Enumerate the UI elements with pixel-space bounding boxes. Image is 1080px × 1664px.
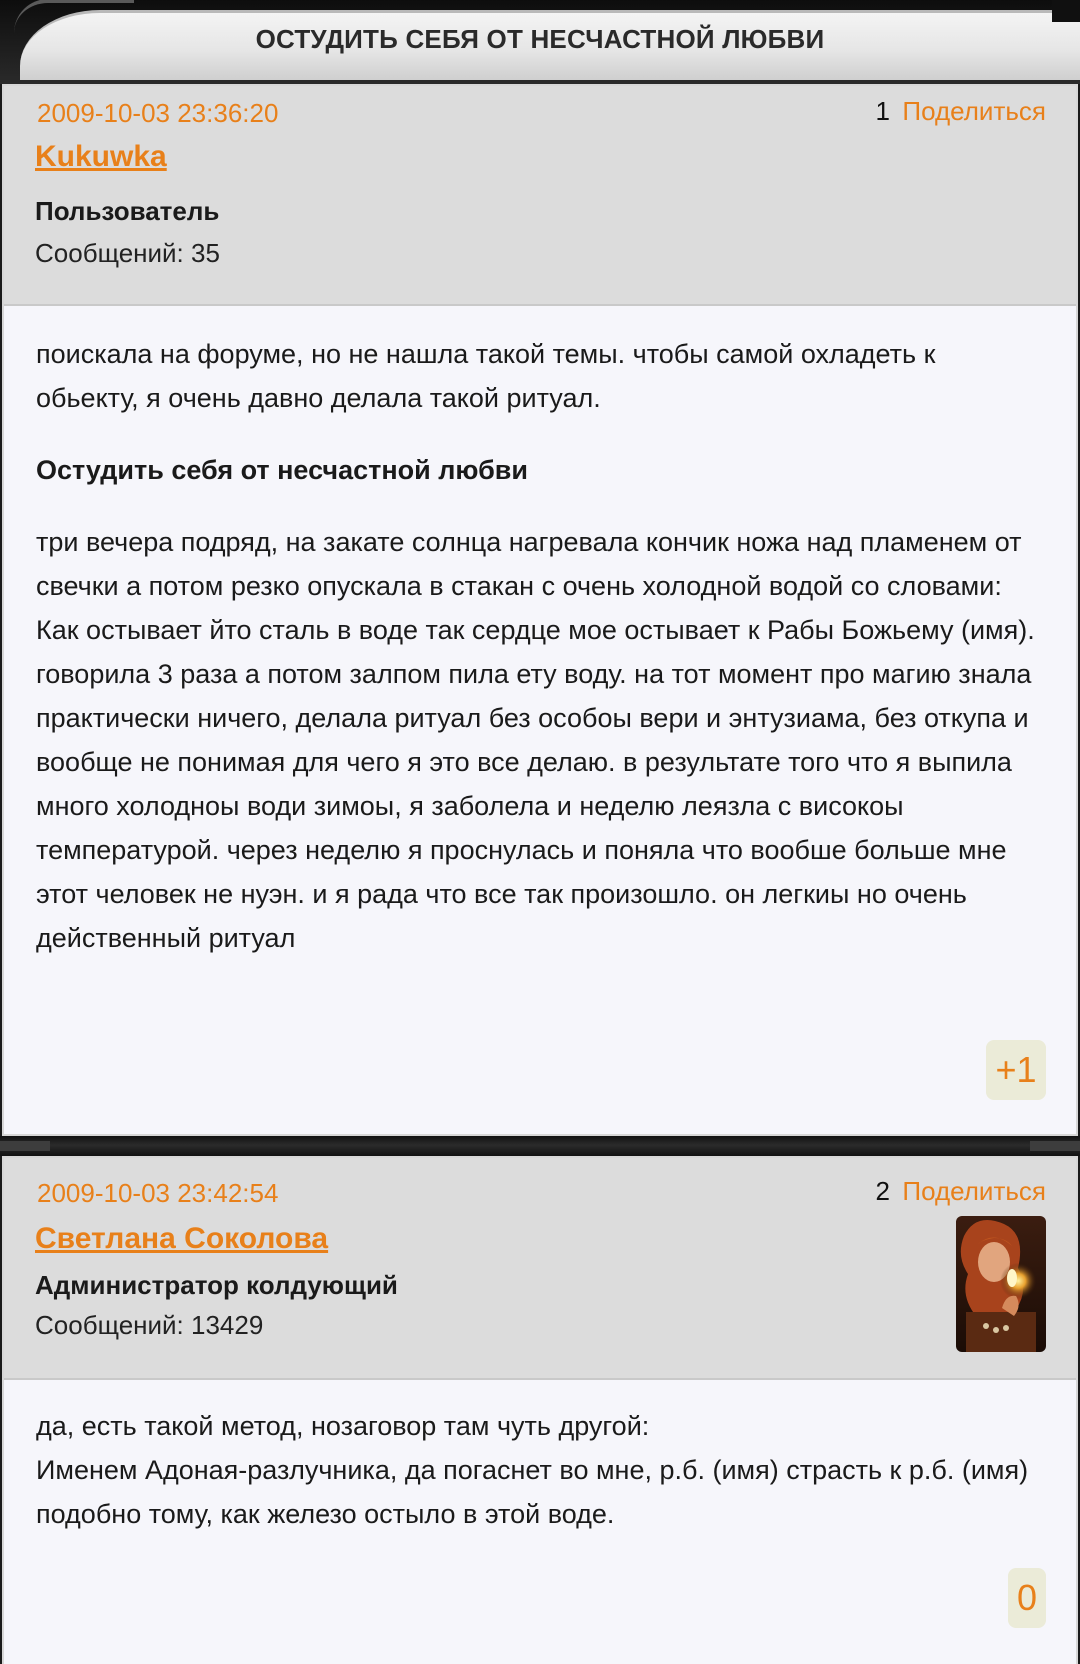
avatar-image — [956, 1216, 1046, 1352]
post-body — [4, 1380, 1076, 1536]
author-role: Пользователь — [35, 196, 220, 226]
author-name[interactable]: Kukuwka — [35, 140, 167, 173]
author-name[interactable]: Светлана Соколова — [35, 1222, 329, 1255]
post-2 — [2, 1156, 1078, 1664]
post-text: да, есть такой метод, нозаговор там чуть другой: — [36, 1411, 650, 1441]
topic-title: ОСТУДИТЬ СЕБЯ ОТ НЕСЧАСТНОЙ ЛЮБВИ — [255, 24, 825, 54]
avatar[interactable] — [956, 1216, 1046, 1352]
author-post-count: Сообщений: 13429 — [35, 1310, 264, 1340]
post-header — [4, 86, 1076, 306]
post-text: Именем Адоная-разлучника, да погаснет во мне, р.б. (имя) страсть к р.б. (имя) подобно тому, как железо остыло в этой воде. — [36, 1455, 1029, 1529]
share-link[interactable]: Поделиться — [902, 96, 1046, 126]
post-body — [4, 306, 1076, 960]
share-link[interactable]: Поделиться — [902, 1176, 1046, 1206]
author-role: Администратор колдующий — [35, 1270, 398, 1300]
post-date: 2009-10-03 23:36:20 — [37, 98, 279, 128]
post-heading: Остудить себя от несчастной любви — [36, 455, 528, 485]
divider-nub — [1030, 1141, 1080, 1151]
post-number: 2 — [875, 1176, 890, 1206]
vote-button[interactable]: +1 — [986, 1040, 1046, 1100]
post-text: три вечера подряд, на закате солнца нагревала кончик ножа над пламенем от свечки а потом резко опускала в стакан с очень холодной водой со словами: Как остывает йто сталь в воде так сердце мое остывает к Рабы Божьему (имя). говорила 3 раза а потом залпом пила ету воду. на тот момент про магию знала практически ничего, делала ритуал без особоы вери и энтузиама, без откупа и вообще не понимая для чего я это все делаю. в результате того что я выпила много холодноы води зимоы, я заболела и неделю леязла с високоы температурой. через неделю я проснулась и поняла что вообше больше мне этот человек не нуэн. и я рада что все так произошло. он легкиы но очень действенный ритуал — [36, 527, 1035, 953]
topic-header — [0, 0, 1080, 84]
post-1 — [2, 84, 1078, 1136]
vote-button[interactable]: 0 — [1008, 1568, 1046, 1628]
post-header — [4, 1158, 1076, 1380]
post-divider — [0, 1136, 1080, 1156]
divider-nub — [0, 1141, 50, 1151]
post-number: 1 — [875, 96, 890, 126]
post-date: 2009-10-03 23:42:54 — [37, 1178, 279, 1208]
header-corner — [1052, 0, 1080, 22]
post-text: поискала на форуме, но не нашла такой темы. чтобы самой охладеть к обьекту, я очень давно делала такой ритуал. — [36, 339, 936, 413]
author-post-count: Сообщений: 35 — [35, 238, 220, 268]
